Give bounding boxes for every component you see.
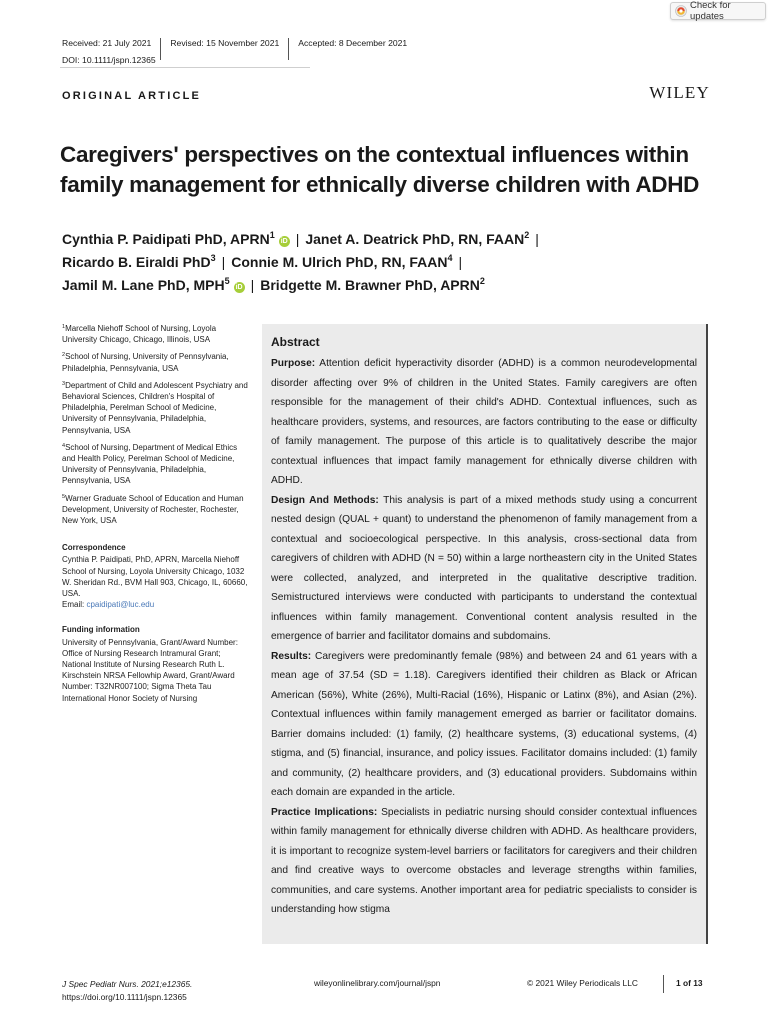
affiliation-sup: 1 xyxy=(62,324,66,330)
author-affiliation-sup: 3 xyxy=(210,253,216,263)
abstract-section-text: This analysis is part of a mixed methods study using a concurrent nested design (QUAL + quant) to understand the phenomenon of family management from a contextual and socioecological perspective. In this analysis, cross-sectional data from caregivers of children with ADHD (N = 50) within a large northeastern city in the United States were collected, analyzed, and interpreted in the qualitative descriptive tradition. Semistructured interviews were conducted with participants to understand the contextual influences within family management. Conventional content analysis resulted in the emergence of barrier and facilitator domains and subdomains. xyxy=(271,494,698,642)
copyright: © 2021 Wiley Periodicals LLC xyxy=(527,978,638,988)
author-name[interactable]: Bridgette M. Brawner PhD, APRN xyxy=(260,277,480,293)
abstract-section-text: Specialists in pediatric nursing should consider contextual influences within family management for ethnically diverse children with ADHD. As healthcare providers, it is important to recognize system-level barriers or facilitators for caregivers and their children and find creative ways to overcome obstacles and leverage strengths within families, communities, and care systems. Another important area for pediatric specialists to consider is understanding how stigma xyxy=(271,806,698,915)
orcid-icon[interactable]: iD xyxy=(235,284,243,291)
author-list xyxy=(62,228,712,297)
article-title: Caregivers' perspectives on the contextual influences within family management for ethnically diverse children with ADHD xyxy=(60,142,700,197)
author-name[interactable]: Janet A. Deatrick PhD, RN, FAAN xyxy=(305,231,525,247)
doi: DOI: 10.1111/jspn.12365 xyxy=(62,55,156,65)
affiliation-text: Marcella Niehoff School of Nursing, Loyola University Chicago, Chicago, Illinois, USA xyxy=(62,324,217,345)
affiliations-column xyxy=(62,323,250,704)
author-name[interactable]: Ricardo B. Eiraldi PhD xyxy=(62,254,211,270)
author-affiliation-sup: 5 xyxy=(224,276,230,286)
author-affiliation-sup: 4 xyxy=(447,253,453,263)
orcid-icon[interactable]: iD xyxy=(280,238,288,245)
author-affiliation-sup: 1 xyxy=(269,230,275,240)
affiliation-text: Department of Child and Adolescent Psychiatry and Behavioral Sciences, Children's Hospital of Philadelphia, Perelman School of Medicine, University of Pennsylvania, Philadelphia, Pennsylvania, USA xyxy=(62,380,248,435)
affiliation-sup: 2 xyxy=(62,352,66,359)
email-label: Email: xyxy=(62,600,87,610)
author-affiliation-sup: 2 xyxy=(524,230,530,240)
email-link[interactable]: cpaidipati@luc.edu xyxy=(86,600,155,610)
page-number: 1 of 13 xyxy=(676,978,703,988)
affiliation-text: Warner Graduate School of Education and Human Development, University of Rochester, Rochester, New York, USA xyxy=(62,493,244,526)
author-separator: | xyxy=(250,277,255,293)
abstract-box xyxy=(262,324,708,944)
affiliation-sup: 5 xyxy=(62,493,66,500)
author-separator: | xyxy=(535,231,539,247)
affiliation-sup: 4 xyxy=(62,442,66,449)
journal-site-link[interactable]: wileyonlinelibrary.com/journal/jspn xyxy=(314,978,441,988)
affiliation xyxy=(62,323,250,345)
affiliation xyxy=(62,351,250,373)
accepted-date: Accepted: 8 December 2021 xyxy=(288,38,416,60)
affiliation-text: School of Nursing, University of Pennsylvania, Philadelphia, Pennsylvania, USA xyxy=(62,352,229,373)
affiliation xyxy=(62,442,250,487)
publisher-logo: WILEY xyxy=(649,83,710,102)
abstract-section-text: Caregivers were predominantly female (98%) and between 24 and 61 years with a mean age of 37.54 (SD = 1.18). Caregivers identified their children as Black or African American (56%), White (26%), Multi-Racial (16%), Hispanic or Latinx (8%), and Asian (2%). Contextual influences within family management emerged as barrier or facilitator domains. Barrier domains included: (1) family, (2) healthcare systems, (3) educational systems, (4) stigma, and (5) financial, insurance, and policy issues. Facilitator domains included: (1) family and community, (2) healthcare providers, and (3) educational providers. Subdomains within each domain are expanded in the article. xyxy=(271,650,697,798)
affiliation xyxy=(62,493,250,527)
abstract-section-label: Purpose: xyxy=(271,358,316,369)
received-date: Received: 21 July 2021 xyxy=(62,38,152,48)
affiliation xyxy=(62,380,250,436)
author-separator: | xyxy=(295,231,300,247)
correspondence-text: Cynthia P. Paidipati, PhD, APRN, Marcella Niehoff School of Nursing, Loyola University Chicago, 1032 W. Sheridan Rd., BVM Hall 903, Chicago, IL, 60660, USA. xyxy=(62,555,248,599)
funding-body: University of Pennsylvania, Grant/Award Number: Office of Nursing Research Intramural Grant; National Institute of Nursing Research Ruth L. Kirschstein NRSA Fellowhip Award, Grant/Award Number: T32NR007100; Sigma Theta Tau International Honor Society of Nursing xyxy=(62,637,238,703)
abstract-section-label: Design And Methods: xyxy=(271,494,379,506)
abstract-heading: Abstract xyxy=(271,335,320,349)
funding-heading: Funding information xyxy=(62,625,140,635)
author-separator: | xyxy=(221,254,226,270)
crossmark-icon xyxy=(675,5,687,17)
article-type: ORIGINAL ARTICLE xyxy=(62,90,202,102)
correspondence-heading: Correspondence xyxy=(62,543,126,553)
abstract-text xyxy=(271,354,697,920)
check-for-updates-button[interactable] xyxy=(670,2,766,20)
author-name[interactable]: Jamil M. Lane PhD, MPH xyxy=(62,277,225,293)
abstract-section-label: Practice Implications: xyxy=(271,806,378,818)
affiliation-text: School of Nursing, Department of Medical Ethics and Health Policy, Perelman School of Medicine, University of Pennsylvania, Philadelphia, Pennsylvania, USA xyxy=(62,442,238,486)
revised-date: Revised: 15 November 2021 xyxy=(160,38,288,60)
abstract-section-label: Results: xyxy=(271,650,312,662)
author-name[interactable]: Connie M. Ulrich PhD, RN, FAAN xyxy=(231,254,448,270)
check-for-updates-label: Check for updates xyxy=(690,0,731,22)
doi-link[interactable]: https://doi.org/10.1111/jspn.12365 xyxy=(62,992,187,1002)
footer-divider xyxy=(663,975,664,993)
header-divider xyxy=(60,67,310,68)
author-affiliation-sup: 2 xyxy=(479,276,485,286)
author-separator: | xyxy=(458,254,463,270)
footer-citation xyxy=(62,978,192,1004)
author-name[interactable]: Cynthia P. Paidipati PhD, APRN xyxy=(62,231,270,247)
correspondence-body xyxy=(62,554,250,610)
journal-citation: J Spec Pediatr Nurs. 2021;e12365. xyxy=(62,979,193,989)
abstract-section-text: Attention deficit hyperactivity disorder (ADHD) is a common neurodevelopmental disorder affecting over 9% of children in the United States. Family caregivers are often responsible for the management of their child's ADHD. Contextual influences, such as healthcare providers, systems, and resources, are factors contributing to the ease or difficulty of family management. The purpose of this article is to qualitatively describe the major contextual influences that impact family management for ethnically diverse children with ADHD. xyxy=(271,358,697,486)
affiliation-sup: 3 xyxy=(62,380,66,387)
